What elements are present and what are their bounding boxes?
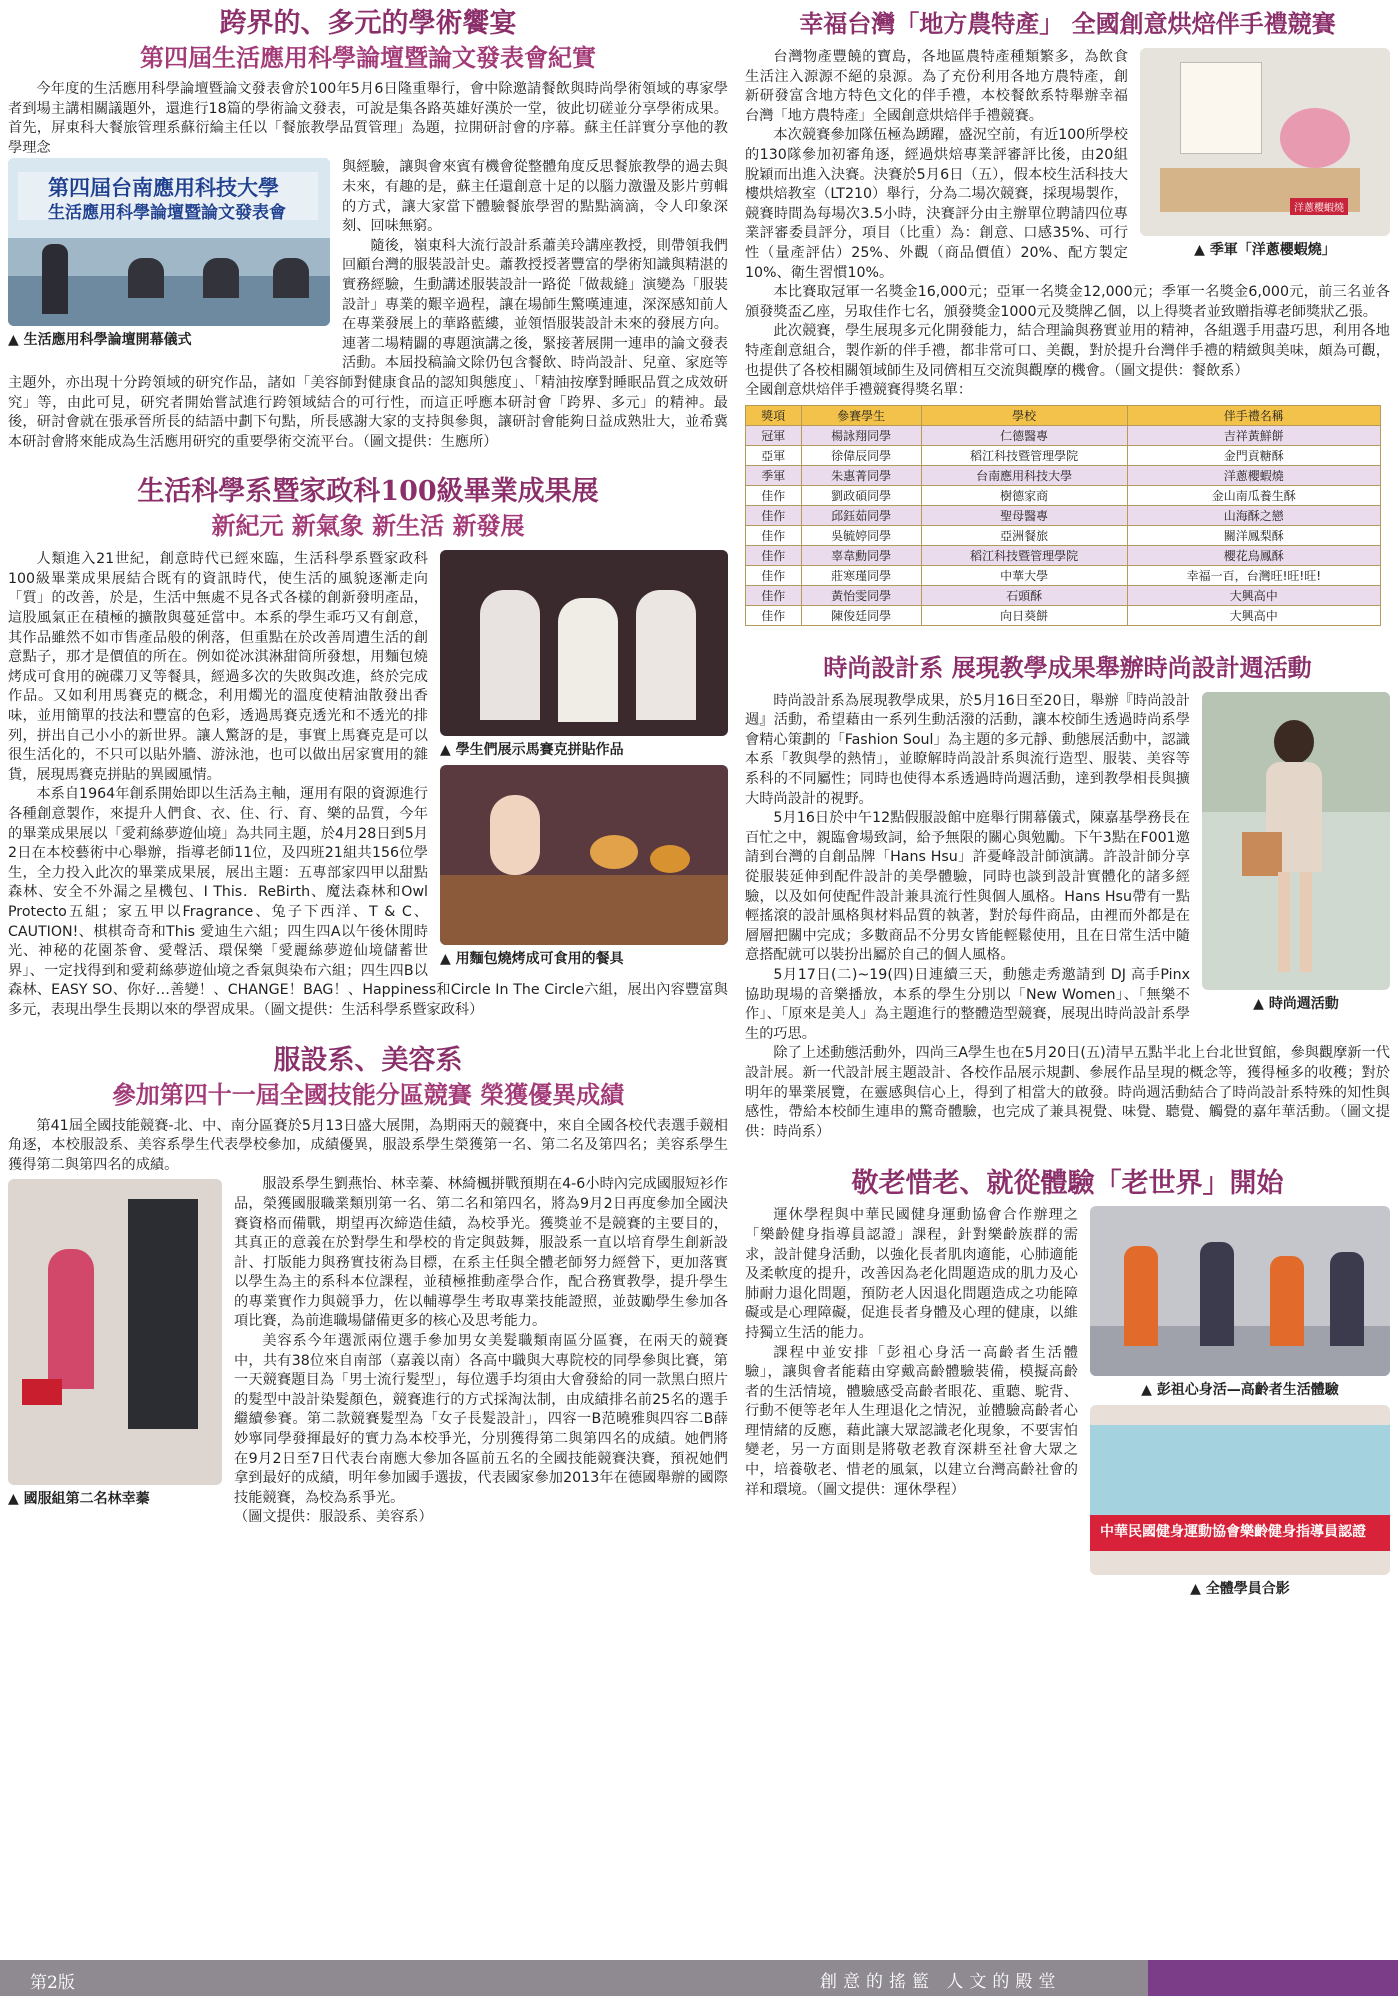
cell: 中華大學 xyxy=(921,565,1127,585)
left-column xyxy=(8,6,728,1528)
footer-accent-bar xyxy=(1148,1960,1398,1996)
cell: 大興高中 xyxy=(1127,605,1380,625)
forum-photo-block xyxy=(8,158,330,355)
article2-subtitle: 新紀元 新氣象 新生活 新發展 xyxy=(211,511,525,541)
cell: 徐偉辰同學 xyxy=(801,445,921,465)
bread-caption: ▲ 用麵包燒烤成可食用的餐具 xyxy=(440,951,624,968)
article5-paragraph: 時尚設計系為展現教學成果，於5月16日至20日，舉辦『時尚設計週』活動，希望藉由一系列生動活潑的活動，讓本校師生透過時尚系學會精心策劃的「Fashion Soul」為主題的多元靜、動態展活動中，認識本系「教與學的熱情」，並瞭解時尚設計系與流行造型、服裝、美容等系科的不同屬性；同時也使得本系透過時尚週活動，達到教學相長與擴大時尚設計的視野。 xyxy=(745,692,1190,807)
table-row xyxy=(746,465,1381,485)
forum-photo-caption: ▲ 生活應用科學論壇開幕儀式 xyxy=(8,332,192,349)
cell: 幸福一百，台灣旺!旺!旺! xyxy=(1127,565,1380,585)
cell: 佳作 xyxy=(746,525,802,545)
group-banner-text: 中華民國健身運動協會樂齡健身指導員認證 xyxy=(1100,1524,1366,1541)
award-table-header xyxy=(746,405,1381,425)
article3-credit: （圖文提供：服設系、美容系） xyxy=(234,1509,433,1526)
article3-paragraph2: 服設系學生劉燕怡、林幸蓁、林綺楓拼戰預期在4-6小時內完成國服短衫作品，榮獲國服職業類別第一名、第二名和第四名，將為9月2日再度參加全國決賽資格而備戰，期望再次締造佳績，為校爭光。獲獎並不是競賽的主要目的，其真正的意義在於對學生和學校的肯定與鼓舞，服設系一直以培育學生創新設計、打版能力與務實技術為目標，在系主任與全體老師努力經營下，更加落實以學生為主的系科本位課程，並積極推動產學合作，配合務實教學，提升學生的專業實作力與競爭力，佐以輔導學生考取專業技能證照，並鼓勵學生參加各項比賽，為前進職場儲備更多的核心及思考能力。 xyxy=(234,1176,728,1330)
article1-paragraph-cont: 與經驗，讓與會來賓有機會從整體角度反思餐旅教學的過去與未來，有趣的是，蘇主任還創意十足的以腦力激盪及影片剪輯的方式，讓大家當下體驗餐旅學習的點點滴滴，令人印象深刻、回味無窮。 xyxy=(342,159,728,235)
article4-paragraph3: 本比賽取冠軍一名獎金16,000元；亞軍一名獎金12,000元；季軍一名獎金6,000元，前三名並各頒發獎盃乙座，另取佳作七名，頒發獎金1000元及獎牌乙個，以上得獎者並致贈指導老師獎狀乙張。 xyxy=(745,284,1390,320)
cell: 辜韋勳同學 xyxy=(801,545,921,565)
fashion-photo xyxy=(1202,692,1390,990)
cell: 亞軍 xyxy=(746,445,802,465)
article4-title: 幸福台灣「地方農特產」 全國創意烘焙伴手禮競賽 xyxy=(799,9,1336,38)
forum-banner-line1: 第四屆台南應用科技大學 xyxy=(48,175,279,201)
award-list-title: 全國創意烘焙伴手禮競賽得獎名單： xyxy=(745,382,973,399)
article3-paragraph3: 美容系今年選派兩位選手參加男女美髮職類南區分區賽，在兩天的競賽中，共有38位來自南部（嘉義以南）各高中職與大專院校的同學參與比賽，第一天競賽題目為「男士流行髮型」，每位選手均須由大會發給的同一款黑白照片的髮型中設計染髮顏色，競賽進行的方式採淘汰制，由成績排名前25名的選手繼續參賽。第二款競賽髮型為「女子長髮設計」，四容一B范曉雅與四容二B薛妙寧同學發揮最好的實力為本校爭光，分別獲得第二與第四名的成績。她們將在9月2日至7日代表台南應大參加各區前五名的全國技能競賽決賽，預祝她們拿到最好的成績，明年參加國手選拔，代表國家參加2013年在德國舉辦的國際技能競賽，為校為系爭光。 xyxy=(234,1333,728,1506)
cell: 金山南瓜養生酥 xyxy=(1127,485,1380,505)
cell: 莊寒瑾同學 xyxy=(801,565,921,585)
cell: 黃怡雯同學 xyxy=(801,585,921,605)
cell: 楊詠翔同學 xyxy=(801,425,921,445)
cell: 佳作 xyxy=(746,585,802,605)
forum-photo xyxy=(8,158,330,326)
award-col-school: 學校 xyxy=(921,405,1127,425)
article3-title: 服設系、美容系 xyxy=(273,1044,463,1076)
table-row xyxy=(746,445,1381,465)
exhibit-photos xyxy=(440,550,728,974)
table-row xyxy=(746,605,1381,625)
cell: 吳毓婷同學 xyxy=(801,525,921,545)
cell: 關洋鳳梨酥 xyxy=(1127,525,1380,545)
fashion-photo-block xyxy=(1202,692,1390,1019)
article5-title: 時尚設計系 展現教學成果舉辦時尚設計週活動 xyxy=(823,652,1312,682)
bakery-photo xyxy=(1140,48,1390,236)
mosaic-photo xyxy=(440,550,728,736)
article1-paragraph2: 隨後，嶺東科大流行設計系蕭美玲講座教授，則帶領我們回顧台灣的服裝設計史。蕭教授授著豐富的學術知識與精湛的實務經驗，生動講述服裝設計一路從「做裁縫」演變為「服裝設計」專業的艱辛過程，讓在場師生驚嘆連連，深深感知前人在專業發展上的華路藍縷，並領悟服裝設計未來的發展方向。連著二場精闢的專題演講之後，緊接著展開一連串的論文發表活動。本屆投稿論文除仍包含餐飲、時尚設計、兒童、家庭等主題外，亦出現十分跨領域的研究作品，諸如「美容師對健康食品的認知與態度」、「精油按摩對睡眠品質之成效研究」等，由此可見，研究者開始嘗試進行跨領域結合的可行性，而這正呼應本研討會「跨界、多元」的精神。最後，研討會就在張承晉所長的結語中劃下句點，所長感謝大家的支持與參與，讓研討會能夠日益成熟壯大，並希冀本研討會將來能成為生活應用研究的重要學術交流平台。（圖文提供：生應所） xyxy=(8,237,728,450)
forum-banner-line2: 生活應用科學論壇暨論文發表會 xyxy=(48,203,286,224)
cell: 佳作 xyxy=(746,485,802,505)
cell: 邱鈺茹同學 xyxy=(801,505,921,525)
award-col-student: 參賽學生 xyxy=(801,405,921,425)
article4-paragraph: 台灣物產豐饒的寶島，各地區農特產種類繁多，為飲食生活注入源源不絕的泉源。為了充份利用各地方農特產，創新研發富含地方特色文化的伴手禮，本校餐飲系特舉辦幸福台灣「地方農特產」全國創意烘焙伴手禮競賽。 xyxy=(745,49,1128,124)
bakery-photo-block xyxy=(1140,48,1390,265)
table-row xyxy=(746,425,1381,445)
article5-paragraph2: 5月16日於中午12點假服設館中庭舉行開幕儀式，陳嘉基學務長在百忙之中，親臨會場致詞，給予無限的關心與勉勵。下午3點在F001邀請到台灣的自創品牌「Hans Hsu」許憂峰設計師演講。許設計師分享從服裝延伸到配件設計的美學體驗，同時也談到設計實體化的諸多經驗，以及如何使配件設計兼具流行性與個人風格。Hans Hsu帶有一點輕搖滾的設計風格與材料品質的執著，對於每件商品，由裡而外都是在層層把關中完成；多數商品不分男女皆能輕鬆使用，且在日常生活中隨意搭配就可以裝扮出屬於自己的個人風格。 xyxy=(745,810,1190,964)
article2-paragraph: 人類進入21世紀，創意時代已經來臨，生活科學系暨家政科100級畢業成果展結合既有的資訊時代，使生活的風貌逐漸走向「質」的改善，於是，生活中無處不見各式各樣的創新發明產品，這股風氣正在積極的擴散與蔓延當中。本系的學生乖巧又有創意，其作品雖然不如市售產品般的俐落，但重點在於改善周遭生活的創意點子，那才是價值的所在。例如從冰淇淋甜筒所發想，用麵包燒烤成可食用的碗碟刀叉等餐具，經過多次的失敗與改進，終於完成作品。又如利用馬賽克的概念，利用燭光的溫度使精油散發出香味，並用簡單的技法和豐富的色彩，透過馬賽克透光和不透光的排列，拼出自己小小的新世界。讓人驚訝的是，事實上馬賽克是可以很生活化的，不只可以貼外牆、游泳池，也可以做出居家實用的雜貨，展現馬賽克拼貼的異國風情。 xyxy=(8,551,428,783)
award-col-gift: 伴手禮名稱 xyxy=(1127,405,1380,425)
article5-paragraph4: 除了上述動態活動外，四尚三A學生也在5月20日(五)清早五點半北上台北世貿館，參與觀摩新一代設計展。新一代設計展主題設計、各校作品展示規劃、參展作品呈現的概念等，獲得極多的收穫；對於明年的畢業展覽，在靈感與信心上，得到了相當大的啟發。時尚週活動結合了時尚設計系特殊的知性與感性，帶給本校師生連串的驚奇體驗，也完成了兼具視覺、味覺、聽覺、觸覺的嘉年華活動。（圖文提供：時尚系） xyxy=(745,1045,1390,1140)
cell: 台南應用科技大學 xyxy=(921,465,1127,485)
cell: 佳作 xyxy=(746,505,802,525)
cell: 陳俊廷同學 xyxy=(801,605,921,625)
cell: 佳作 xyxy=(746,565,802,585)
article2-paragraph2: 本系自1964年創系開始即以生活為主軸，運用有限的資源進行各種創意製作，來提升人們食、衣、住、行、育、樂的品質，今年的畢業成果展以「愛莉絲夢遊仙境」為共同主題，於4月28日到5月2日在本校藝術中心舉辦，指導老師11位，及四班21組共156位學生，全力投入此次的畢業成果展，展出主題：五專部家四甲以甜點森林、安全不外漏之星機包、I This．ReBirth、魔法森林和Owl Protecto五組；家五甲以Fragrance、兔子下西洋、T & C、CAUTION!、棋棋奇奇和This 愛迪生六組；四生四A以午後休閒時光、神秘的花園茶會、愛聲活、環保樂「愛麗絲夢遊仙境儲蓄世界」、一定找得到和愛莉絲夢遊仙境之香氣與染布六組；四生四B以森林、EASY SO、你好…善變！、CHANGE！BAG！、Happiness和Circle In The Circle六組，展出內容豐富與多元，表現出學生長期以來的學習成果。（圖文提供：生活科學系暨家政科） xyxy=(8,786,728,1018)
right-column xyxy=(745,6,1390,1608)
article6-paragraph2: 課程中並安排「彭祖心身活一高齡者生活體驗」，讓與會者能藉由穿戴高齡體驗裝備，模擬高齡者的生活情境，體驗感受高齡者眼花、重聽、駝背、行動不便等老年人生理退化之情況，並體驗高齡者心理情緒的反應，藉此讓大眾認識老化現象，不要害怕變老，另一方面則是將敬老教育深耕至社會大眾之中，培養敬老、惜老的風氣，以建立台灣高齡社會的祥和環境。（圖文提供：運休學程） xyxy=(745,1344,1078,1498)
article6-paragraph: 運休學程與中華民國健身運動協會合作辦理之「樂齡健身指導員認證」課程，針對樂齡族群的需求，設計健身活動，以強化長者肌肉適能，心肺適能及柔軟度的提升，改善因為老化問題造成的肌力及心肺耐力退化問題，預防老人因退化問題造成之功能障礙或是心理障礙，促進長者身體及心理的健康，以維持獨立生活的能力。 xyxy=(745,1207,1078,1341)
cell: 稻江科技暨管理學院 xyxy=(921,445,1127,465)
cell: 仁德醫專 xyxy=(921,425,1127,445)
cell: 佳作 xyxy=(746,605,802,625)
table-row xyxy=(746,545,1381,565)
cell: 朱惠菁同學 xyxy=(801,465,921,485)
article4-paragraph4: 此次競賽，學生展現多元化開發能力，結合理論與務實並用的精神，各組選手用盡巧思，利用各地特產創意組合，製作新的伴手禮，都非常可口、美觀，對於提升台灣伴手禮的精緻與美味，頗為可觀，也提供了各校相關領域師生及同儕相互交流與觀摩的機會。（圖文提供：餐飲系） xyxy=(745,323,1390,379)
award-col-prize: 獎項 xyxy=(746,405,802,425)
cell: 吉祥黃鮮餅 xyxy=(1127,425,1380,445)
competition-photo-block xyxy=(8,1179,222,1514)
cell: 大興高中 xyxy=(1127,585,1380,605)
cell: 洋蔥櫻蝦燒 xyxy=(1127,465,1380,485)
article2-title: 生活科學系暨家政科100級畢業成果展 xyxy=(137,476,599,508)
bread-tableware-photo xyxy=(440,765,728,945)
cell: 季軍 xyxy=(746,465,802,485)
cell: 石頭酥 xyxy=(921,585,1127,605)
cell: 向日葵餅 xyxy=(921,605,1127,625)
cell: 山海酥之戀 xyxy=(1127,505,1380,525)
page-footer xyxy=(0,1960,1398,1996)
table-row xyxy=(746,525,1381,545)
article4-paragraph2: 本次競賽參加隊伍極為踴躍，盛況空前，有近100所學校的130隊參加初審角逐，經過烘焙專業評審評比後，由20組脫穎而出進入決賽。決賽於5月6日（五），假本校生活科技大樓烘焙教室（LT210）舉行，分為二場次競賽，採現場製作，競賽時間為每場次3.5小時，決賽評分由主辦單位聘請四位專業評審委員評分，項目（比重）為：創意、口感35%、可行性（量產評估）25%、外觀（商品價值）20%、配方製定10%、衛生習慣10%。 xyxy=(745,127,1128,281)
table-row xyxy=(746,485,1381,505)
cell: 金門貢糖酥 xyxy=(1127,445,1380,465)
article3-paragraph: 第41屆全國技能競賽-北、中、南分區賽於5月13日盛大展開，為期兩天的競賽中，來自全國各校代表選手競相角逐，本校服設系、美容系學生代表學校參加，成績優異，服設系學生榮獲第一名、第二名及第四名；美容系學生獲得第二與第四名的成績。 xyxy=(8,1117,728,1173)
table-row xyxy=(746,585,1381,605)
bakery-label-tag: 洋蔥櫻蝦燒 xyxy=(1290,198,1348,215)
cell: 劉政碩同學 xyxy=(801,485,921,505)
footer-slogan: 創意的搖籃 人文的殿堂 xyxy=(820,1972,1062,1992)
table-row xyxy=(746,565,1381,585)
bakery-caption: ▲ 季軍「洋蔥櫻蝦燒」 xyxy=(1194,242,1336,258)
fashion-caption: ▲ 時尚週活動 xyxy=(1253,995,1339,1012)
competition-photo xyxy=(8,1179,222,1485)
cell: 櫻花烏鳳酥 xyxy=(1127,545,1380,565)
cell: 佳作 xyxy=(746,545,802,565)
article1-title: 跨界的、多元的學術饗宴 xyxy=(219,8,517,39)
competition-caption: ▲ 國服組第二名林幸蓁 xyxy=(8,1491,150,1508)
article1-paragraph: 今年度的生活應用科學論壇暨論文發表會於100年5月6日隆重舉行，會中除邀請餐飲與時尚學術領域的專家學者到場主講相關議題外，還進行18篇的學術論文發表，可說是集各路英雄好漢於一堂，彼此切磋並分享學術成果。首先，屏東科大餐旅管理系蘇衍綸主任以「餐旅教學品質管理」為題，拉開研討會的序幕。蘇主任詳實分享他的教學理念 xyxy=(8,81,728,156)
table-row xyxy=(746,505,1381,525)
article3-subtitle: 參加第四十一屆全國技能分區競賽 榮獲優異成績 xyxy=(111,1079,625,1109)
group-photo xyxy=(1090,1405,1390,1575)
cell: 稻江科技暨管理學院 xyxy=(921,545,1127,565)
elderly-experience-photo xyxy=(1090,1206,1390,1376)
cell: 亞洲餐旅 xyxy=(921,525,1127,545)
cell: 冠軍 xyxy=(746,425,802,445)
elderly-photos xyxy=(1090,1206,1390,1604)
award-table xyxy=(745,405,1381,626)
elderly-caption: ▲ 彭祖心身活—高齡者生活體驗 xyxy=(1141,1382,1339,1399)
cell: 樹德家商 xyxy=(921,485,1127,505)
article6-title: 敬老惜老、就從體驗「老世界」開始 xyxy=(851,1168,1284,1200)
article1-subtitle: 第四屆生活應用科學論壇暨論文發表會紀實 xyxy=(140,43,596,72)
mosaic-caption: ▲ 學生們展示馬賽克拼貼作品 xyxy=(440,742,624,759)
article5-paragraph3: 5月17日(二)~19(四)日連續三天，動態走秀邀請到 DJ 高手Pinx 協助現場的音樂播放，本系的學生分別以「New Women」、「無樂不作」、「原來是美人」為主題進行的整體造型競賽，展現出時尚設計系學生的巧思。 xyxy=(745,967,1190,1042)
group-caption: ▲ 全體學員合影 xyxy=(1190,1581,1290,1598)
page-number: 第2版 xyxy=(30,1973,75,1993)
cell: 聖母醫專 xyxy=(921,505,1127,525)
